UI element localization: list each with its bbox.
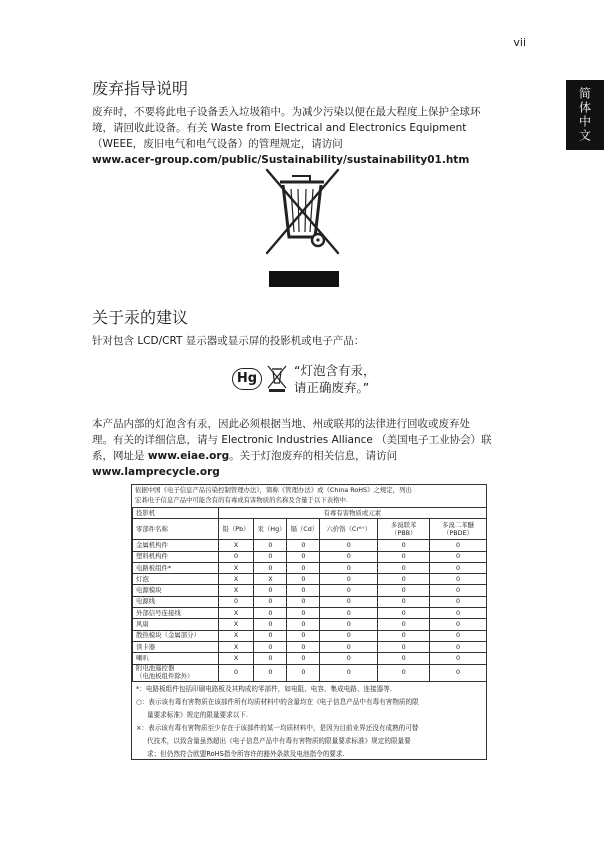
substance-value: 0 [287, 608, 320, 619]
substance-value: 0 [320, 630, 378, 641]
substance-value: X [218, 574, 254, 585]
substance-value: 0 [254, 551, 287, 562]
part-name: 外部信号连接线 [133, 608, 219, 619]
weee-line-2: 境，请回收此设备。有关 Waste from Electrical and Electronics Equipment [92, 122, 467, 134]
substance-value: 0 [287, 619, 320, 630]
substance-value: 0 [430, 619, 487, 630]
substance-value: 0 [430, 574, 487, 585]
substance-value: 0 [254, 664, 287, 681]
part-name: 电源线 [133, 596, 219, 607]
substance-value: 0 [320, 608, 378, 619]
substance-value: 0 [287, 641, 320, 652]
quote-line-2: 请正确废弃。” [294, 380, 370, 395]
substance-value: 0 [320, 596, 378, 607]
substance-value: 0 [320, 540, 378, 551]
rohs-header-line-2: 宏碁电子信息产品中可能含有的有毒或有害物质的名称及含量于以下表格中. [135, 495, 348, 504]
note-x-3: 求；但仍然符合欧盟RoHS指令所容许的豁外条款及电池指令的要求. [147, 749, 345, 758]
note-x-1: ×：表示该有毒有害物质至少存在于该部件的某一均质材料中，是因为目前业界还没有成熟的可替 [136, 723, 419, 732]
substance-value: 0 [254, 619, 287, 630]
substance-value: 0 [378, 540, 430, 551]
rohs-header [132, 485, 486, 507]
eiae-link[interactable]: www.eiae.org [147, 450, 230, 462]
part-name: 电源模块 [133, 585, 219, 596]
substance-value: 0 [320, 574, 378, 585]
mercury-line-3-pre: 系，网址是 [92, 450, 148, 462]
mercury-line-1: 本产品内部的灯泡含有汞，因此必须根据当地、州或联邦的法律进行回收或废弃处 [92, 418, 470, 430]
small-crossed-bin-icon [266, 364, 288, 392]
substance-value: 0 [378, 574, 430, 585]
substance-value: 0 [378, 630, 430, 641]
substance-value: 0 [287, 551, 320, 562]
substance-value: 0 [320, 664, 378, 681]
substance-value: 0 [320, 641, 378, 652]
table-row [133, 630, 487, 641]
table-row [133, 540, 487, 551]
part-name: 散热模块（金属部分） [133, 630, 219, 641]
quote-line-1: “灯泡含有汞， [294, 363, 376, 378]
substance-value: X [218, 562, 254, 573]
part-name: 附电池遥控器 （电池板组件除外） [133, 664, 219, 681]
crossed-bin-icon [264, 165, 344, 293]
mercury-title: 关于汞的建议 [92, 308, 189, 327]
substance-value: 0 [320, 653, 378, 664]
product-label: 投影机 [133, 508, 219, 519]
table-row [133, 585, 487, 596]
language-tab-label: 简体中文 [577, 87, 592, 143]
substance-value: 0 [430, 540, 487, 551]
substance-value: X [218, 641, 254, 652]
substance-value: 0 [218, 551, 254, 562]
weee-title: 废弃指导说明 [92, 79, 189, 98]
substance-value: 0 [320, 619, 378, 630]
part-name: 电路板组件* [133, 562, 219, 573]
substance-value: 0 [378, 585, 430, 596]
substance-value: 0 [287, 664, 320, 681]
substance-value: 0 [378, 596, 430, 607]
table-row [133, 562, 487, 573]
part-name: 读卡器 [133, 641, 219, 652]
substance-value: 0 [378, 641, 430, 652]
substance-value: 0 [287, 562, 320, 573]
substance-value: 0 [378, 664, 430, 681]
table-row [133, 641, 487, 652]
substance-value: 0 [378, 608, 430, 619]
note-star: *：电路板组件包括印刷电路板及其构成的零部件，如电阻、电容、集成电路、连接器等. [136, 684, 392, 693]
substance-value: 0 [218, 664, 254, 681]
table-row [133, 551, 487, 562]
substance-value: 0 [320, 551, 378, 562]
table-row [133, 619, 487, 630]
rohs-notes [132, 682, 486, 761]
substance-value: 0 [320, 562, 378, 573]
substance-value: 0 [430, 551, 487, 562]
rohs-header-line-1: 依据中国《电子信息产品污染控制管理办法》，简称《管理办法》或《China RoHS》之规定，列出 [135, 486, 412, 494]
table-row [133, 596, 487, 607]
substance-value: 0 [287, 574, 320, 585]
substance-value: 0 [287, 630, 320, 641]
substance-value: 0 [430, 653, 487, 664]
part-name: 灯泡 [133, 574, 219, 585]
part-name: 金属机构件 [133, 540, 219, 551]
mercury-line-3 [92, 448, 562, 464]
substance-value: 0 [430, 641, 487, 652]
mercury-line-3-post: 。关于灯泡废弃的相关信息，请访问 [229, 450, 398, 462]
weee-line-3: （WEEE，废旧电气和电气设备）的管理规定，请访问 [92, 138, 343, 150]
rohs-column-header: 六价铬（Cr⁶⁺） [320, 519, 378, 540]
substance-value: 0 [254, 596, 287, 607]
substance-value: 0 [254, 641, 287, 652]
substance-value: 0 [218, 596, 254, 607]
substance-value: 0 [254, 608, 287, 619]
note-o-1: ○：表示该有毒有害物质在该部件所有均质材料中的含量均在《电子信息产品中有毒有害物质的限 [136, 697, 419, 706]
rohs-column-row [133, 519, 487, 540]
weee-url[interactable]: www.acer-group.com/public/Sustainability/sustainability01.htm [92, 154, 470, 166]
substance-value: 0 [430, 664, 487, 681]
part-name: 风扇 [133, 619, 219, 630]
substance-value: 0 [254, 630, 287, 641]
hg-symbol: Hg [232, 368, 262, 390]
mercury-line-2: 理。有关的详细信息，请与 Electronic Industries Alliance （美国电子工业协会）联 [92, 434, 492, 446]
substance-value: 0 [287, 540, 320, 551]
rohs-table-box [131, 484, 487, 760]
substance-value: 0 [287, 596, 320, 607]
mercury-body [92, 416, 562, 480]
part-name: 喇叭 [133, 653, 219, 664]
substance-value: X [218, 608, 254, 619]
rohs-column-header: 镉（Cd） [287, 519, 320, 540]
substance-value: 0 [287, 585, 320, 596]
substance-value: 0 [378, 562, 430, 573]
substances-label: 有毒有害物质或元素 [218, 508, 486, 519]
rohs-column-header: 多溴联苯 （PBB） [378, 519, 430, 540]
language-tab [566, 80, 604, 150]
substance-value: X [218, 585, 254, 596]
part-label: 零部件名称 [133, 519, 219, 540]
substance-value: 0 [430, 630, 487, 641]
note-o-2: 量要求标准》规定的限量要求以下. [147, 710, 249, 719]
substance-value: 0 [320, 585, 378, 596]
table-row [133, 574, 487, 585]
substance-value: X [254, 574, 287, 585]
substance-value: 0 [254, 562, 287, 573]
note-x-2: 代技术，以致含量虽然超出《电子信息产品中有毒有害物质的限量要求标准》规定的限量要 [147, 736, 411, 745]
part-name: 塑料机构件 [133, 551, 219, 562]
mercury-warning-quote [294, 362, 375, 396]
weee-body [92, 104, 552, 168]
substance-value: 0 [378, 619, 430, 630]
substance-value: X [218, 653, 254, 664]
substance-value: 0 [287, 653, 320, 664]
weee-line-1: 废弃时，不要将此电子设备丢入垃圾箱中。为减少污染以便在最大程度上保护全球环 [92, 106, 481, 118]
substance-value: 0 [430, 596, 487, 607]
lamprecycle-link[interactable]: www.lamprecycle.org [92, 466, 220, 478]
rohs-product-row [133, 508, 487, 519]
substance-value: 0 [254, 653, 287, 664]
rohs-column-header: 铅（Pb） [218, 519, 254, 540]
mercury-intro: 针对包含 LCD/CRT 显示器或显示屏的投影机或电子产品： [92, 335, 365, 347]
substance-value: 0 [378, 653, 430, 664]
substance-value: X [218, 630, 254, 641]
rohs-table [132, 507, 487, 682]
substance-value: 0 [430, 585, 487, 596]
rohs-column-header: 多溴二苯醚 （PBDE） [430, 519, 487, 540]
page-number: vii [513, 36, 526, 49]
substance-value: X [218, 540, 254, 551]
substance-value: 0 [430, 608, 487, 619]
table-row [133, 608, 487, 619]
substance-value: 0 [254, 540, 287, 551]
substance-value: 0 [378, 551, 430, 562]
substance-value: 0 [430, 562, 487, 573]
substance-value: 0 [254, 585, 287, 596]
rohs-column-header: 汞（Hg） [254, 519, 287, 540]
table-row [133, 664, 487, 681]
table-row [133, 653, 487, 664]
substance-value: X [218, 619, 254, 630]
